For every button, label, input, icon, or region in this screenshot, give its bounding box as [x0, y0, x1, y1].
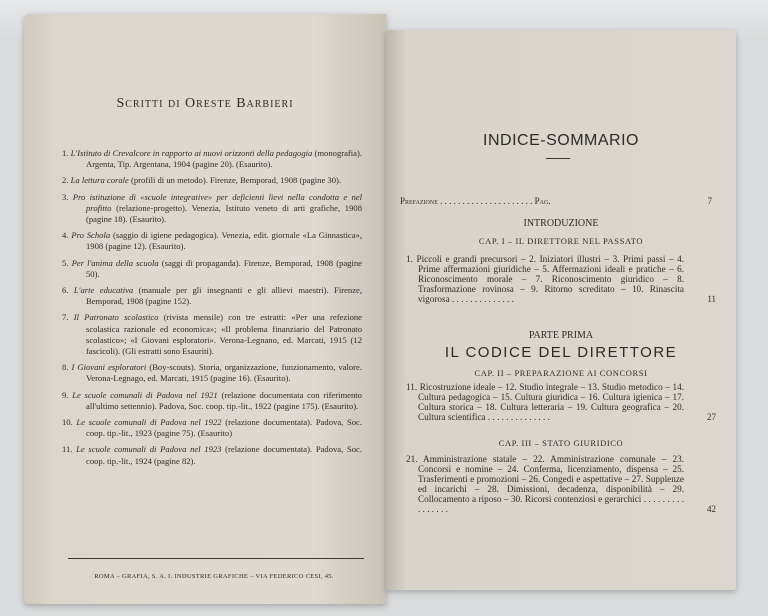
cap3-heading: CAP. III – STATO GIURIDICO	[498, 438, 624, 448]
bibliography-title: Scritti di Oreste Barbieri	[116, 96, 294, 111]
parte-title: IL CODICE DEL DIRETTORE	[444, 344, 678, 361]
cap3-page: 42	[707, 504, 716, 514]
bibliography-entry	[62, 390, 362, 412]
index-title: INDICE-SOMMARIO	[483, 132, 639, 149]
entry-number: 4.	[62, 230, 69, 241]
entry-details: (saggi di propaganda). Firenze, Bemporad, 1908 (pagine 50).	[86, 257, 362, 279]
entry-title: I Giovani esploratori	[71, 362, 147, 373]
bibliography-entry	[62, 417, 362, 439]
cap3-contents	[406, 454, 716, 514]
entry-number: 1.	[62, 148, 69, 158]
cap2-contents	[406, 382, 716, 422]
bibliography-entry	[62, 175, 362, 186]
entry-number: 11.	[62, 444, 73, 455]
bibliography-entry	[62, 192, 362, 226]
entry-number: 5.	[62, 257, 69, 268]
entry-number: 8.	[62, 362, 69, 373]
cap2-heading: CAP. II – PREPARAZIONE AI CONCORSI	[474, 368, 648, 378]
bibliography-entry	[62, 258, 362, 280]
entry-title: Il Patronato scolastico	[73, 312, 159, 323]
entry-number: 7.	[62, 312, 69, 323]
right-page	[386, 30, 736, 590]
entry-title: Le scuole comunali di Padova nel 1923	[76, 444, 222, 455]
entry-title: Pro Schola	[71, 230, 111, 241]
cap1-text: 1. Piccoli e grandi precursori – 2. Iniziatori illustri – 3. Primi passi – 4. Prime affermazioni giuridiche – 5. Affermazioni ideali e pratiche – 6. Riconoscimento morale – 7. Riconoscimento giuridico – 8. Trasformazione rovinosa – 9. Ritorno screditato – 10. Rinascita vigorosa . . . . . . . . . . . . . .	[406, 254, 684, 304]
prefazione-label: Prefazione . . . . . . . . . . . . . . . . . . . . . Pag.	[400, 196, 551, 206]
entry-title: La lettura corale	[70, 175, 129, 186]
bibliography-entry	[62, 444, 362, 466]
cap1-contents	[406, 254, 716, 304]
entry-title: Le scuole comunali di Padova nel 1922	[76, 417, 222, 428]
entry-number: 3.	[62, 191, 69, 202]
footer-rule	[68, 558, 364, 559]
cap2-page: 27	[707, 412, 716, 422]
entry-details: (relazione documentata). Padova, Soc. coop. tip.-lit., 1924 (pagine 82).	[86, 444, 362, 466]
parte-heading: PARTE PRIMA	[528, 330, 594, 341]
cap1-page: 11	[707, 294, 716, 304]
entry-details: (profili di un metodo). Firenze, Bemporad, 1908 (pagine 30).	[128, 175, 342, 186]
cap3-text: 21. Amministrazione statale – 22. Amministrazione comunale – 23. Concorsi e nomine – 24. Conferma, licenziamento, dispensa – 25. Trasferimenti e promozioni – 26. Congedi e aspettative – 27. Supplenze ed incarichi – 28. Dimissioni, decadenza, disponibilità – 29. Collocamento a riposo – 30. Ricorsi contenziosi e gerarchici . . . . . . . . . . . . . . . .	[406, 454, 684, 514]
bibliography-entry	[62, 285, 362, 307]
entry-details: (Boy-scouts). Storia, organizzazione, funzionamento, valore. Verona-Legnago, ed. Marcati, 1915 (pagine 16). (Esaurito).	[86, 362, 362, 384]
cap2-text: 11. Ricostruzione ideale – 12. Studio integrale – 13. Studio metodico – 14. Cultura pedagogica – 15. Cultura giuridica – 16. Cultura igienica – 17. Cultura storica – 18. Cultura letteraria – 19. Cultura geografica – 20. Cultura scientifica . . . . . . . . . . . . . .	[406, 382, 684, 422]
bibliography-entry	[62, 230, 362, 252]
entry-details: (rivista mensile) con tre estratti: «Per una refezione scolastica razionale ed economica»; «Il problema finanziario del Patronato scolastico»; «I Giovani esploratori». Verona-Legnano, ed. Marcati, 1915 (12 fascicoli). (Gli estratti sono Esauriti).	[86, 312, 362, 357]
bibliography-entry	[62, 362, 362, 384]
entry-title: L'Istituto di Crevalcore in rapporto ai nuovi orizzonti della pedagogia	[70, 148, 313, 158]
entry-details: (relazione-progetto). Venezia, Istituto veneto di arti grafiche, 1908 (pagine 18). (Esaurito).	[86, 202, 362, 225]
bibliography-list	[62, 148, 362, 472]
prefazione-entry	[400, 196, 712, 206]
introduzione-heading: INTRODUZIONE	[523, 218, 599, 229]
title-rule	[546, 158, 570, 159]
entry-details: (monografia). Argenta, Tip. Argentana, 1904 (pagine 20). (Esaurito).	[86, 148, 362, 170]
entry-title: Pro istituzione di «scuole integrative» per deficienti lievi nella condotta e nel profitto	[72, 191, 362, 213]
entry-number: 9.	[62, 389, 69, 400]
printer-footer: ROMA – GRAFIA, S. A. I. INDUSTRIE GRAFICHE – VIA FEDERICO CESI, 45.	[94, 573, 334, 580]
bibliography-entry	[62, 148, 362, 170]
entry-details: (relazione documentata con riferimento all'ultimo settennio). Padova, Soc. coop. tip.-lit., 1922 (pagine 175). (Esaurito).	[86, 389, 362, 411]
entry-title: Per l'anima della scuola	[71, 257, 159, 268]
cap1-heading: CAP. I – IL DIRETTORE NEL PASSATO	[478, 236, 644, 246]
entry-details: (relazione documentata). Padova, Soc. coop. tip.-lit., 1923 (pagine 75). (Esaurito)	[86, 417, 362, 439]
bibliography-entry	[62, 312, 362, 357]
entry-number: 10.	[62, 417, 73, 428]
entry-details: (saggio di igiene pedagogica). Venezia, edit. giornale «La Ginnastica», 1908 (pagine 12). (Esaurito).	[86, 230, 362, 252]
prefazione-page: 7	[707, 196, 712, 206]
entry-title: L'arte educativa	[73, 285, 134, 296]
entry-number: 2.	[62, 175, 69, 186]
entry-number: 6.	[62, 285, 69, 296]
entry-details: (manuale per gli insegnanti e gli allievi maestri). Firenze, Bemporad, 1908 (pagine 152).	[86, 285, 363, 307]
left-page	[24, 14, 386, 604]
entry-title: Le scuole comunali di Padova nel 1921	[72, 389, 218, 400]
